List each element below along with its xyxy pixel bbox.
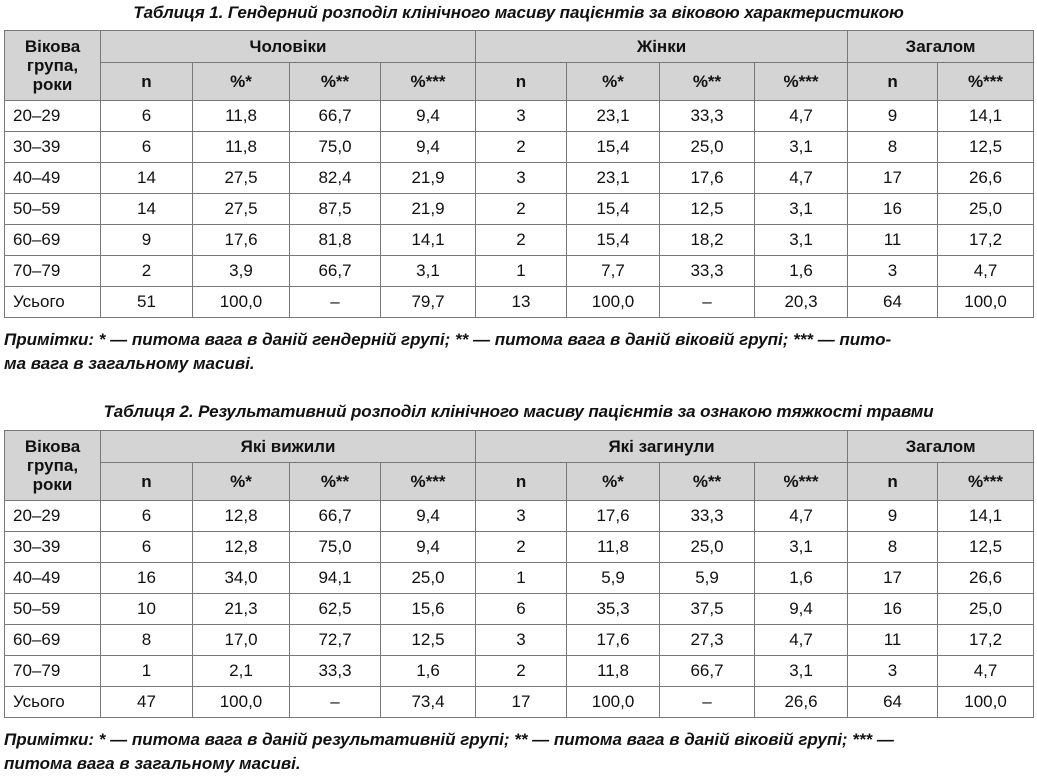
table1-value-cell: 100,0: [193, 287, 290, 318]
table2-value-cell: 12,8: [193, 532, 290, 563]
table2-value-cell: 66,7: [290, 501, 381, 532]
table2-value-cell: 25,0: [381, 563, 476, 594]
table2-value-cell: 4,7: [755, 501, 848, 532]
table2-value-cell: 27,3: [660, 625, 755, 656]
table2-value-cell: 2,1: [193, 656, 290, 687]
table2-age-cell: 70–79: [5, 656, 101, 687]
table2-value-cell: 12,5: [381, 625, 476, 656]
table1-table-row: [5, 163, 1034, 194]
table1-value-cell: 1: [476, 256, 567, 287]
table2-value-cell: 17,6: [567, 625, 660, 656]
table2-value-cell: 2: [476, 656, 567, 687]
table1-value-cell: 64: [848, 287, 938, 318]
table2-value-cell: 3: [848, 656, 938, 687]
table1-value-cell: 2: [476, 132, 567, 163]
table2-value-cell: 25,0: [660, 532, 755, 563]
table1-value-cell: 20,3: [755, 287, 848, 318]
table1-value-cell: 11,8: [193, 132, 290, 163]
table2-value-cell: 3: [476, 625, 567, 656]
table1-value-cell: 87,5: [290, 194, 381, 225]
table1-value-cell: 26,6: [938, 163, 1034, 194]
table1-value-cell: 66,7: [290, 101, 381, 132]
table1-value-cell: 3,1: [755, 194, 848, 225]
table1: [4, 30, 1034, 318]
table2-value-cell: 17: [848, 563, 938, 594]
table2-value-cell: 2: [476, 532, 567, 563]
table2-value-cell: 14,1: [938, 501, 1034, 532]
table1-age-cell: 40–49: [5, 163, 101, 194]
table2-group-total: Загалом: [848, 431, 1034, 463]
table2-value-cell: 4,7: [938, 656, 1034, 687]
table1-value-cell: 4,7: [755, 101, 848, 132]
table2-value-cell: 34,0: [193, 563, 290, 594]
table1-value-cell: 23,1: [567, 101, 660, 132]
table1-subheader: %*: [567, 63, 660, 101]
table1-value-cell: 17,2: [938, 225, 1034, 256]
table1-value-cell: 9,4: [381, 132, 476, 163]
table1-value-cell: 17,6: [660, 163, 755, 194]
table1-table-row: [5, 225, 1034, 256]
table1-value-cell: 79,7: [381, 287, 476, 318]
table1-value-cell: 3: [848, 256, 938, 287]
table1-value-cell: 23,1: [567, 163, 660, 194]
table2-value-cell: 11: [848, 625, 938, 656]
table2-group-header-row: [5, 431, 1034, 463]
table1-notes-line: ма вага в загальному масиві.: [4, 354, 255, 373]
table1-value-cell: 11,8: [193, 101, 290, 132]
table1-value-cell: 3: [476, 101, 567, 132]
table1-table-row: [5, 194, 1034, 225]
table1-value-cell: 3,9: [193, 256, 290, 287]
table2-value-cell: 3: [476, 501, 567, 532]
table1-value-cell: 2: [476, 225, 567, 256]
table1-value-cell: 14: [101, 194, 193, 225]
table2-value-cell: 8: [101, 625, 193, 656]
table2-notes: [4, 728, 1033, 776]
table2-value-cell: 35,3: [567, 594, 660, 625]
table1-value-cell: 2: [101, 256, 193, 287]
table1-value-cell: 81,8: [290, 225, 381, 256]
table1-group-women: Жінки: [476, 31, 848, 63]
table2-value-cell: 15,6: [381, 594, 476, 625]
table1-table-row: [5, 101, 1034, 132]
table2-subheader: n: [101, 463, 193, 501]
table1-age-cell: 70–79: [5, 256, 101, 287]
table1-value-cell: 6: [101, 132, 193, 163]
table1-table-row: [5, 287, 1034, 318]
table2-value-cell: 17,2: [938, 625, 1034, 656]
table2-age-cell: 30–39: [5, 532, 101, 563]
table1-subheader: %***: [381, 63, 476, 101]
table2-value-cell: 21,3: [193, 594, 290, 625]
table2-notes-line: Примітки: * — питома вага в даній результативній групі; ** — питома вага в даній віковій групі; *** —: [4, 730, 894, 749]
table2-age-cell: 60–69: [5, 625, 101, 656]
table2-value-cell: 9,4: [755, 594, 848, 625]
table1-notes-line: Примітки: * — питома вага в даній гендерній групі; ** — питома вага в даній віковій групі; *** — пито-: [4, 330, 892, 349]
table1-value-cell: 14: [101, 163, 193, 194]
table2-value-cell: 47: [101, 687, 193, 718]
table2-value-cell: 64: [848, 687, 938, 718]
table1-value-cell: 4,7: [755, 163, 848, 194]
table1-value-cell: 3,1: [381, 256, 476, 287]
table1-group-header-row: [5, 31, 1034, 63]
table1-age-cell: 60–69: [5, 225, 101, 256]
table2-value-cell: 5,9: [567, 563, 660, 594]
table2-group-survived: Які вижили: [101, 431, 476, 463]
table1-value-cell: 8: [848, 132, 938, 163]
table1-notes: [4, 328, 1033, 376]
table2-value-cell: 73,4: [381, 687, 476, 718]
table2-age-cell: Усього: [5, 687, 101, 718]
table1-value-cell: 100,0: [938, 287, 1034, 318]
table2-value-cell: 1: [101, 656, 193, 687]
table1-value-cell: 82,4: [290, 163, 381, 194]
table1-value-cell: 15,4: [567, 225, 660, 256]
table2-value-cell: 3,1: [755, 532, 848, 563]
table1-value-cell: 25,0: [938, 194, 1034, 225]
table1-value-cell: 3: [476, 163, 567, 194]
table2-subheader: %***: [755, 463, 848, 501]
table1-subheader: %**: [290, 63, 381, 101]
table1-value-cell: 15,4: [567, 132, 660, 163]
table1-age-header: Вікова група, роки: [5, 31, 101, 101]
table2-value-cell: 1,6: [755, 563, 848, 594]
table2-value-cell: 17,6: [567, 501, 660, 532]
table2-caption: Таблиця 2. Результативний розподіл клінічного масиву пацієнтів за ознакою тяжкості травми: [103, 402, 934, 421]
table1-value-cell: 9,4: [381, 101, 476, 132]
table1-subheader: %***: [938, 63, 1034, 101]
table2-table-row: [5, 687, 1034, 718]
table2-value-cell: 10: [101, 594, 193, 625]
table2-subheader-row: [5, 463, 1034, 501]
table2: [4, 430, 1034, 718]
table1-value-cell: 15,4: [567, 194, 660, 225]
table2-table-row: [5, 532, 1034, 563]
table1-value-cell: –: [660, 287, 755, 318]
table1-value-cell: 2: [476, 194, 567, 225]
table1-value-cell: 16: [848, 194, 938, 225]
table1-subheader: n: [101, 63, 193, 101]
table2-value-cell: –: [290, 687, 381, 718]
table2-value-cell: 16: [101, 563, 193, 594]
table1-value-cell: 13: [476, 287, 567, 318]
table1-value-cell: 21,9: [381, 194, 476, 225]
table2-value-cell: 26,6: [755, 687, 848, 718]
table2-value-cell: 100,0: [193, 687, 290, 718]
table2-value-cell: 9,4: [381, 501, 476, 532]
table1-age-cell: 20–29: [5, 101, 101, 132]
table1-value-cell: 6: [101, 101, 193, 132]
table1-value-cell: 25,0: [660, 132, 755, 163]
table1-table-row: [5, 132, 1034, 163]
table1-value-cell: 3,1: [755, 132, 848, 163]
table2-value-cell: 100,0: [938, 687, 1034, 718]
table1-value-cell: 9: [101, 225, 193, 256]
table2-notes-line: питома вага в загальному масиві.: [4, 754, 301, 773]
table1-value-cell: –: [290, 287, 381, 318]
table1-age-cell: Усього: [5, 287, 101, 318]
table2-value-cell: 11,8: [567, 656, 660, 687]
table1-subheader: n: [848, 63, 938, 101]
table1-value-cell: 14,1: [938, 101, 1034, 132]
table1-age-cell: 30–39: [5, 132, 101, 163]
table2-table-row: [5, 625, 1034, 656]
table1-value-cell: 9: [848, 101, 938, 132]
table2-subheader: %**: [290, 463, 381, 501]
table2-subheader: %*: [567, 463, 660, 501]
table2-value-cell: 6: [476, 594, 567, 625]
table1-value-cell: 21,9: [381, 163, 476, 194]
table1-value-cell: 33,3: [660, 256, 755, 287]
table2-value-cell: 11,8: [567, 532, 660, 563]
table1-subheader-row: [5, 63, 1034, 101]
table1-value-cell: 27,5: [193, 194, 290, 225]
table2-subheader: %**: [660, 463, 755, 501]
table1-value-cell: 27,5: [193, 163, 290, 194]
table2-table-row: [5, 594, 1034, 625]
table2-value-cell: 9: [848, 501, 938, 532]
table1-value-cell: 7,7: [567, 256, 660, 287]
table1-value-cell: 1,6: [755, 256, 848, 287]
table1-value-cell: 75,0: [290, 132, 381, 163]
table1-value-cell: 17,6: [193, 225, 290, 256]
table1-value-cell: 12,5: [938, 132, 1034, 163]
table2-value-cell: 26,6: [938, 563, 1034, 594]
table1-value-cell: 100,0: [567, 287, 660, 318]
table2-value-cell: 1: [476, 563, 567, 594]
table2-table-row: [5, 563, 1034, 594]
table2-value-cell: 6: [101, 501, 193, 532]
table1-subheader: %***: [755, 63, 848, 101]
table2-age-cell: 50–59: [5, 594, 101, 625]
table2-value-cell: 5,9: [660, 563, 755, 594]
table2-table-row: [5, 656, 1034, 687]
table1-group-total: Загалом: [848, 31, 1034, 63]
table1-value-cell: 14,1: [381, 225, 476, 256]
table2-value-cell: 100,0: [567, 687, 660, 718]
table2-value-cell: 12,5: [938, 532, 1034, 563]
table2-subheader: %***: [938, 463, 1034, 501]
table2-value-cell: 33,3: [290, 656, 381, 687]
table2-subheader: n: [476, 463, 567, 501]
table1-subheader: %*: [193, 63, 290, 101]
table2-value-cell: 4,7: [755, 625, 848, 656]
table2-value-cell: 12,8: [193, 501, 290, 532]
table2-value-cell: 1,6: [381, 656, 476, 687]
table2-subheader: %***: [381, 463, 476, 501]
table1-value-cell: 12,5: [660, 194, 755, 225]
table2-value-cell: 17,0: [193, 625, 290, 656]
table2-value-cell: 72,7: [290, 625, 381, 656]
table2-value-cell: –: [660, 687, 755, 718]
table2-value-cell: 66,7: [660, 656, 755, 687]
table1-group-men: Чоловіки: [101, 31, 476, 63]
table1-value-cell: 18,2: [660, 225, 755, 256]
table2-value-cell: 94,1: [290, 563, 381, 594]
table2-value-cell: 9,4: [381, 532, 476, 563]
table2-age-cell: 20–29: [5, 501, 101, 532]
table2-value-cell: 37,5: [660, 594, 755, 625]
table2-subheader: n: [848, 463, 938, 501]
table1-table-row: [5, 256, 1034, 287]
table1-subheader: n: [476, 63, 567, 101]
table1-caption: Таблиця 1. Гендерний розподіл клінічного масиву пацієнтів за віковою характеристикою: [133, 3, 904, 22]
table2-value-cell: 25,0: [938, 594, 1034, 625]
table2-value-cell: 75,0: [290, 532, 381, 563]
table2-group-died: Які загинули: [476, 431, 848, 463]
table2-table-row: [5, 501, 1034, 532]
table1-value-cell: 66,7: [290, 256, 381, 287]
table2-value-cell: 8: [848, 532, 938, 563]
table2-subheader: %*: [193, 463, 290, 501]
table1-value-cell: 11: [848, 225, 938, 256]
table1-subheader: %**: [660, 63, 755, 101]
table1-value-cell: 3,1: [755, 225, 848, 256]
table2-value-cell: 3,1: [755, 656, 848, 687]
table1-value-cell: 51: [101, 287, 193, 318]
table2-value-cell: 33,3: [660, 501, 755, 532]
table2-age-cell: 40–49: [5, 563, 101, 594]
table2-value-cell: 6: [101, 532, 193, 563]
table2-value-cell: 16: [848, 594, 938, 625]
table1-value-cell: 33,3: [660, 101, 755, 132]
table2-value-cell: 62,5: [290, 594, 381, 625]
table1-value-cell: 4,7: [938, 256, 1034, 287]
table1-value-cell: 17: [848, 163, 938, 194]
table1-age-cell: 50–59: [5, 194, 101, 225]
table2-value-cell: 17: [476, 687, 567, 718]
table2-age-header: Вікова група, роки: [5, 431, 101, 501]
